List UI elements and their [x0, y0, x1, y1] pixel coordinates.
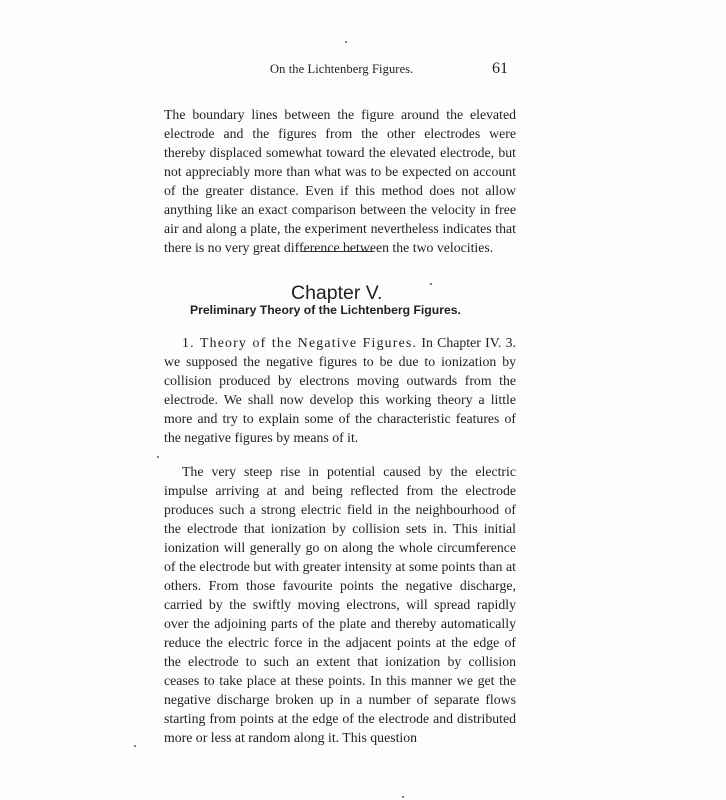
scan-speck — [134, 745, 136, 747]
section-heading: 1. Theory of the Negative Figures. — [182, 334, 418, 350]
page-number: 61 — [492, 60, 508, 77]
scan-speck — [157, 456, 159, 458]
scan-speck — [345, 41, 347, 43]
scan-speck — [402, 796, 404, 798]
section-divider — [302, 251, 374, 252]
scan-speck — [430, 283, 432, 285]
paragraph-impulse: The very steep rise in potential caused by the electric impulse arriving at and being reflected from the electrode produces such a strong electric field in the neighbourhood of the electrode that ionization by collision sets in. This initial ionization will generally go on along the whole circumference of the electrode but with greater intensity at some points than at others. From those favourite points the negative discharge, carried by the swiftly moving electrons, will spread rapidly over the adjoining parts of the plate and thereby automatically reduce the electric force in the adjacent points at the edge of the electrode to such an extent that ionization by collision ceases to take place at these points. In this manner we get the negative discharge broken up in a number of separate flows starting from points at the edge of the electrode and distributed more or less at random along it. This question — [164, 463, 516, 745]
chapter-title: Chapter V. — [291, 282, 383, 305]
running-title: On the Lichtenberg Figures. — [270, 62, 414, 76]
chapter-subtitle: Preliminary Theory of the Lichtenberg Figures. — [190, 303, 461, 318]
section-body: In Chapter IV. 3. we supposed the negative figures to be due to ionization by collision produced by electrons moving outwards from the electrode. We shall now develop this working theory a little more and try to explain some of the characteristic features of the negative figures by means of it. — [164, 334, 516, 445]
paragraph-negative-figures — [164, 333, 516, 447]
paragraph-intro: The boundary lines between the figure around the elevated electrode and the figures from the other electrodes were thereby displaced somewhat toward the elevated electrode, but not appreciably more than what was to be expected on account of the greater distance. Even if this method does not allow anything like an exact comparison between the velocity in free air and along a plate, the experiment nevertheless indicates that there is no very great difference between the two velocities. — [164, 106, 516, 255]
